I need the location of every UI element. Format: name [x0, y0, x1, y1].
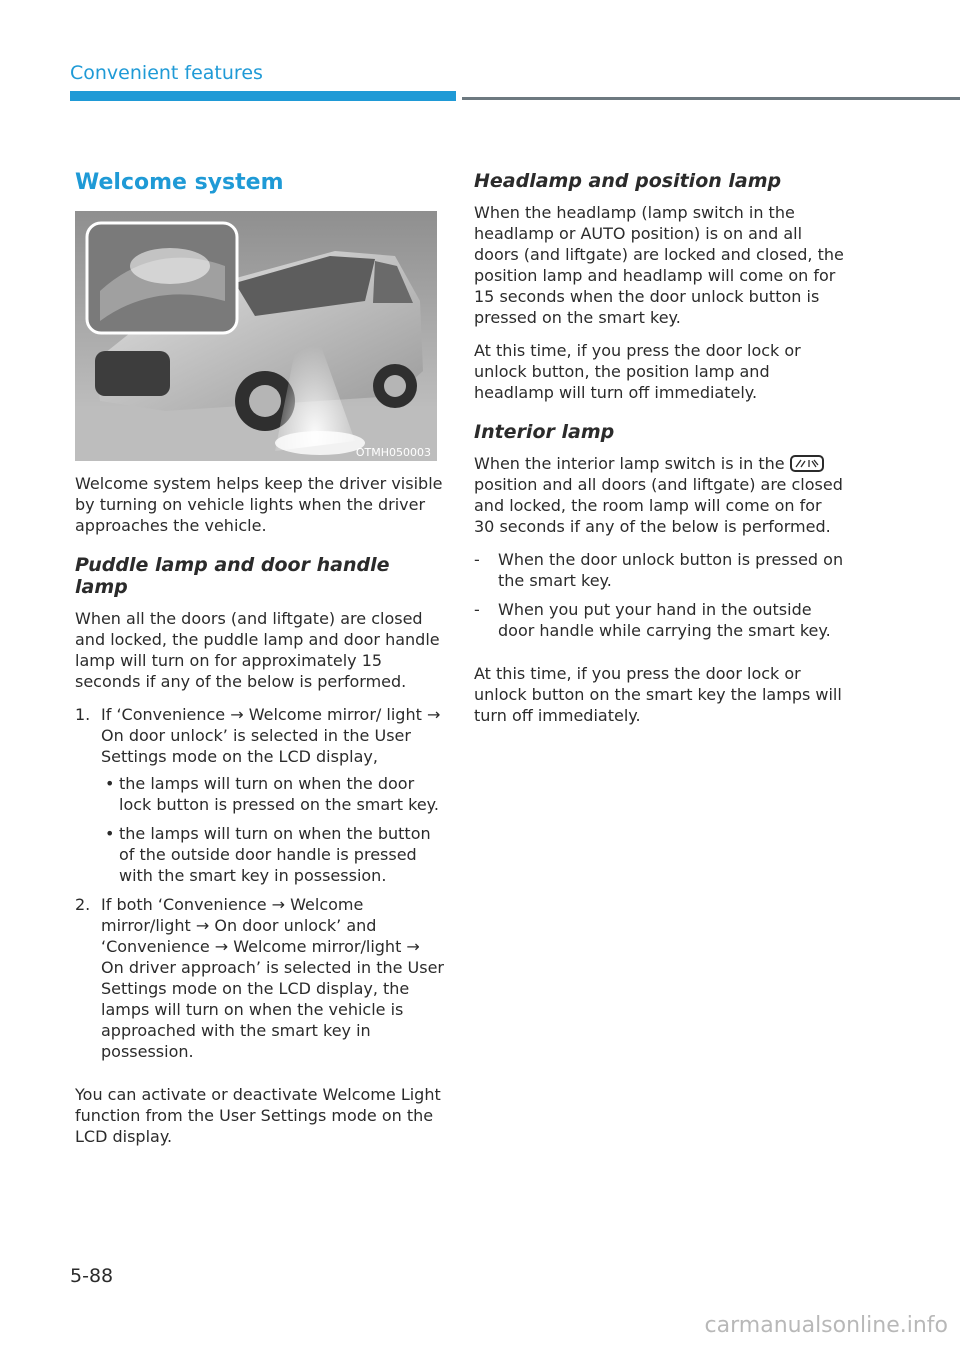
headlamp-paragraph-2: At this time, if you press the door lock or unlock button, the position lamp and headlamp will turn off immediately.	[474, 341, 801, 402]
list-number: 1.	[75, 705, 91, 724]
right-column	[474, 170, 844, 738]
list-item-text: If ‘Convenience → Welcome mirror/ light → On door unlock’ is selected in the User Settings mode on the LCD display,	[101, 705, 441, 766]
dash-marker-icon: -	[474, 600, 480, 619]
page-title: Welcome system	[75, 170, 284, 195]
intro-paragraph: Welcome system helps keep the driver visible by turning on vehicle lights when the driver approaches the vehicle.	[75, 474, 443, 535]
headlamp-paragraph-1: When the headlamp (lamp switch in the headlamp or AUTO position) is on and all doors (and liftgate) are locked and closed, the position lamp and headlamp will come on for 15 seconds when the door unlock button is pressed on the smart key.	[474, 203, 844, 327]
welcome-system-figure	[75, 211, 437, 461]
interior-condition-list	[474, 549, 844, 641]
dash-text: When the door unlock button is pressed on the smart key.	[498, 550, 844, 590]
interior-lamp-heading: Interior lamp	[474, 421, 615, 443]
bullet-dot-icon: •	[105, 774, 115, 793]
bullet-dot-icon: •	[105, 824, 115, 843]
headlamp-heading: Headlamp and position lamp	[474, 170, 782, 192]
list-number: 2.	[75, 895, 91, 914]
bullet-text: the lamps will turn on when the door lock button is pressed on the smart key.	[119, 774, 439, 814]
list-item-text: If both ‘Convenience → Welcome mirror/light → On door unlock’ and ‘Convenience → Welcome mirror/light → On driver approach’ is selected in the User Settings mode on the LCD display, the lamps will turn on when the vehicle is approached with the smart key in possession.	[101, 895, 444, 1061]
interior-text-before: When the interior lamp switch is in the	[474, 454, 785, 473]
dash-text: When you put your hand in the outside door handle while carrying the smart key.	[498, 600, 831, 640]
figure-code: OTMH050003	[355, 446, 431, 459]
door-lamp-icon	[790, 455, 824, 472]
car-illustration	[75, 211, 437, 461]
bullet-list	[101, 773, 445, 886]
bullet-item	[101, 773, 445, 815]
dash-marker-icon: -	[474, 550, 480, 569]
list-item	[75, 704, 445, 886]
interior-closing-paragraph: At this time, if you press the door lock or unlock button on the smart key the lamps will turn off immediately.	[474, 664, 842, 725]
dash-item	[474, 549, 844, 591]
bullet-text: the lamps will turn on when the button of the outside door handle is pressed with the smart key in possession.	[119, 824, 431, 885]
watermark: carmanualsonline.info	[704, 1313, 948, 1338]
list-item	[75, 894, 445, 1062]
page-number: 5-88	[70, 1265, 114, 1287]
closing-paragraph: You can activate or deactivate Welcome Light function from the User Settings mode on the LCD display.	[75, 1085, 441, 1146]
puddle-lamp-paragraph: When all the doors (and liftgate) are closed and locked, the puddle lamp and door handle lamp will turn on for approximately 15 seconds if any of the below is performed.	[75, 609, 440, 691]
header-bar-rule	[462, 97, 960, 100]
section-header: Convenient features	[70, 62, 263, 84]
dash-item	[474, 599, 844, 641]
interior-text-after: position and all doors (and liftgate) are closed and locked, the room lamp will come on for 30 seconds if any of the below is performed.	[474, 475, 843, 536]
interior-lamp-paragraph	[474, 453, 844, 537]
left-column	[75, 170, 445, 1159]
condition-list	[75, 704, 445, 1062]
bullet-item	[101, 823, 445, 886]
header-bar-accent	[70, 91, 456, 101]
puddle-lamp-heading: Puddle lamp and door handle lamp	[75, 554, 390, 598]
